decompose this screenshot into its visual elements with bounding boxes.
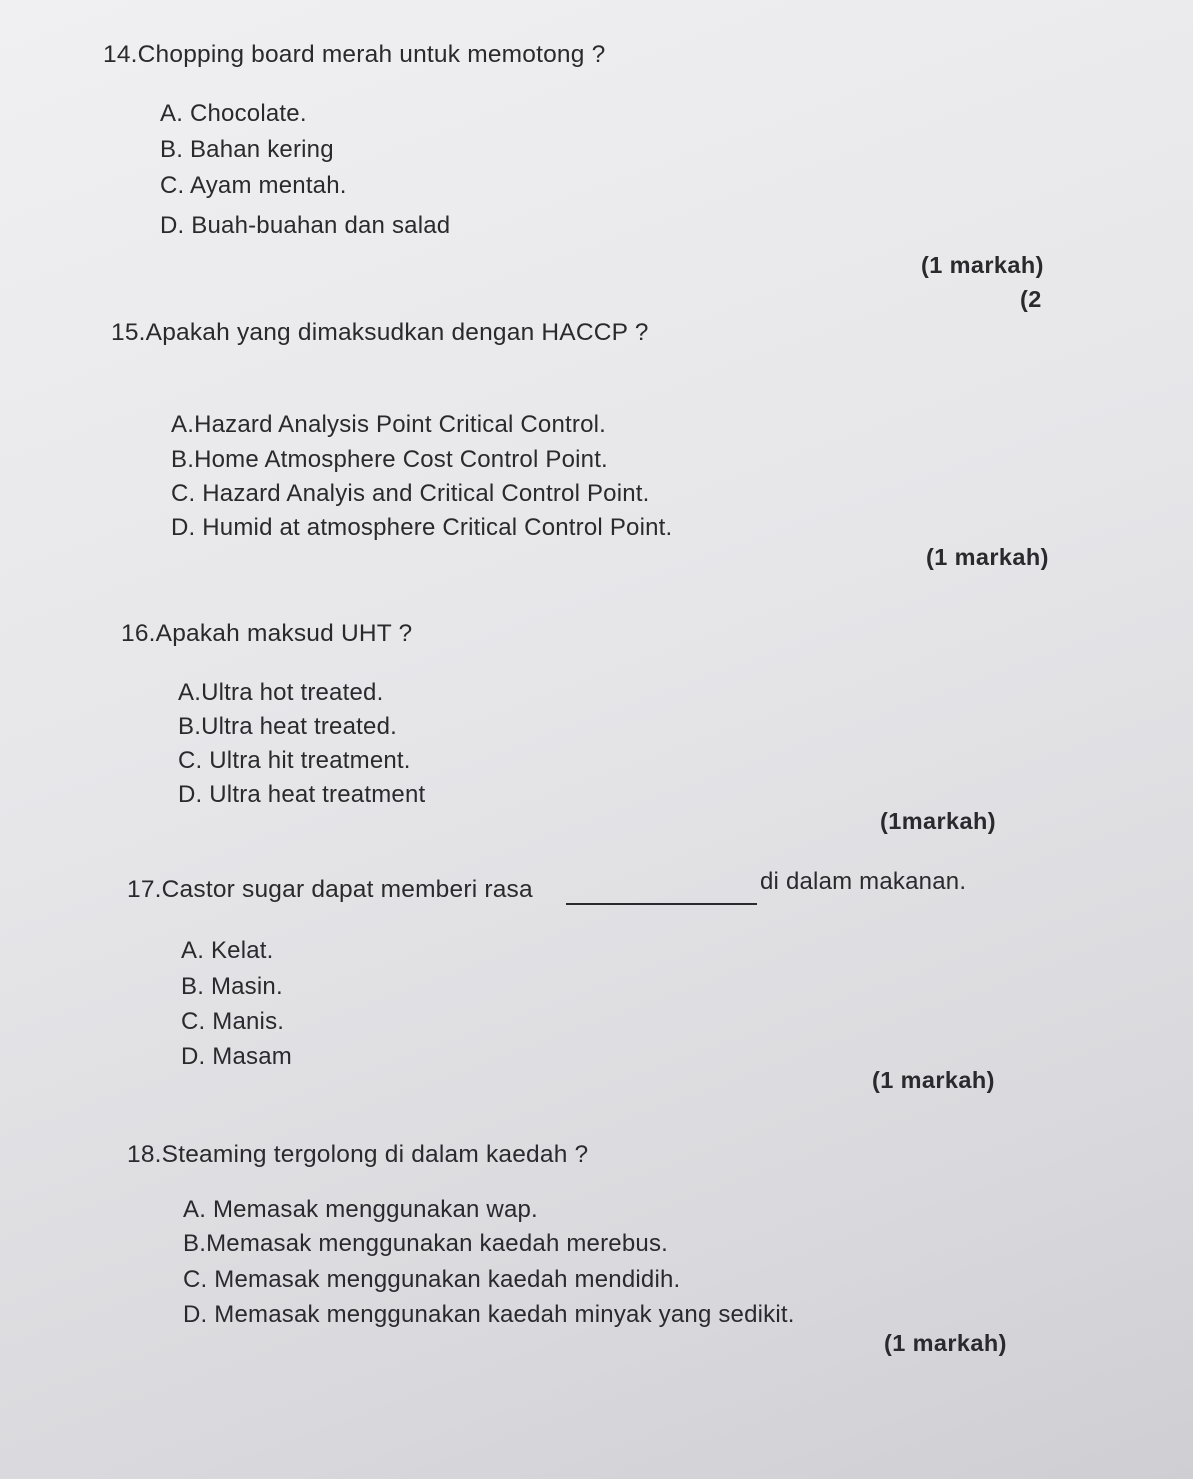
question-16-option-c: C. Ultra hit treatment. <box>178 747 411 774</box>
question-17-option-b: B. Masin. <box>181 973 283 1000</box>
question-14-option-c: C. Ayam mentah. <box>160 172 347 199</box>
question-17-stem: 17.Castor sugar dapat memberi rasa <box>127 876 533 903</box>
question-16-option-b: B.Ultra heat treated. <box>178 713 397 740</box>
question-17-stem-after: di dalam makanan. <box>760 868 967 895</box>
question-15-option-c: C. Hazard Analyis and Critical Control Point. <box>171 480 650 507</box>
question-18-option-b: B.Memasak menggunakan kaedah merebus. <box>183 1230 669 1257</box>
question-17-answer-blank <box>566 903 757 905</box>
question-14-option-b: B. Bahan kering <box>160 136 334 163</box>
question-14-mark: (1 markah) <box>921 252 1044 278</box>
question-18-stem: 18.Steaming tergolong di dalam kaedah ? <box>127 1141 589 1168</box>
question-14-extra-mark: (2 <box>1020 286 1042 312</box>
question-18-option-d: D. Memasak menggunakan kaedah minyak yang sedikit. <box>183 1301 795 1328</box>
question-14-stem: 14.Chopping board merah untuk memotong ? <box>103 41 606 68</box>
question-16-option-d: D. Ultra heat treatment <box>178 781 426 808</box>
question-16-mark: (1markah) <box>880 808 996 834</box>
question-14-option-d: D. Buah-buahan dan salad <box>160 212 451 239</box>
question-16-option-a: A.Ultra hot treated. <box>178 679 384 706</box>
question-14-option-a: A. Chocolate. <box>160 100 307 127</box>
question-18-option-a: A. Memasak menggunakan wap. <box>183 1196 538 1223</box>
question-15-option-a: A.Hazard Analysis Point Critical Control. <box>171 411 607 438</box>
question-18-option-c: C. Memasak menggunakan kaedah mendidih. <box>183 1266 681 1293</box>
question-17-option-c: C. Manis. <box>181 1008 285 1035</box>
question-15-stem: 15.Apakah yang dimaksudkan dengan HACCP ? <box>111 319 649 346</box>
question-15-option-b: B.Home Atmosphere Cost Control Point. <box>171 446 608 473</box>
question-15-mark: (1 markah) <box>926 544 1049 570</box>
question-17-option-d: D. Masam <box>181 1043 292 1070</box>
question-16-stem: 16.Apakah maksud UHT ? <box>121 620 413 647</box>
question-17-mark: (1 markah) <box>872 1067 995 1093</box>
question-18-mark: (1 markah) <box>884 1330 1007 1356</box>
question-17-option-a: A. Kelat. <box>181 937 274 964</box>
question-15-option-d: D. Humid at atmosphere Critical Control Point. <box>171 514 673 541</box>
